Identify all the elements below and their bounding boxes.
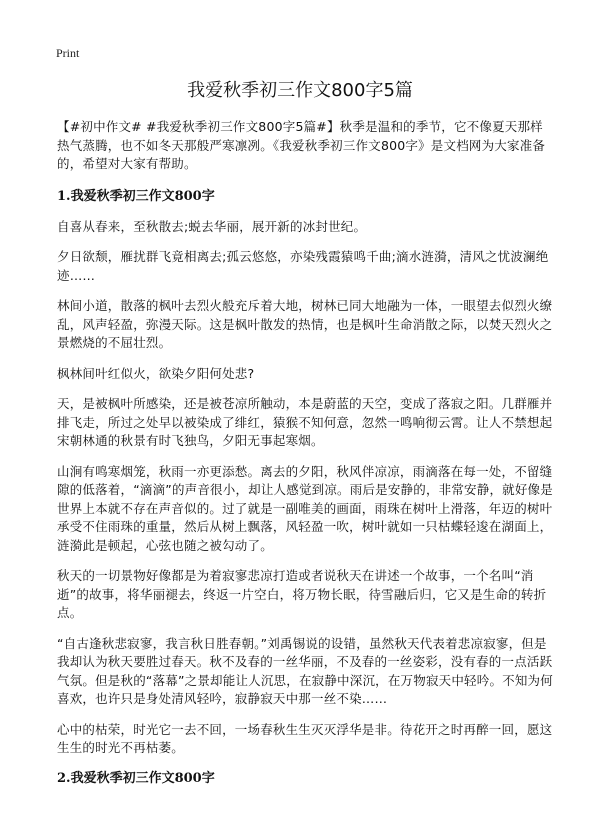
- paragraph: 秋天的一切景物好像都是为着寂寥悲凉打造或者说秋天在讲述一个故事，一个名叫“消逝”的故事，将华丽褪去，终返一片空白，将万物长眠，待雪融后归，它又是生命的转折点。: [57, 568, 547, 620]
- paragraph: 山涧有鸣寒烟笼，秋雨一亦更添愁。离去的夕阳，秋风伴凉凉，雨滴落在每一处，不留缝隙的低落着，“滴滴”的声音很小，却让人感觉到凉。雨后是安静的，非常安静，就好像是世界上本就不存在声音似的。过了就是一副唯美的画面，雨珠在树叶上滑落，年迈的树叶承受不住雨珠的重量，然后从树上飘落，风轻盈一吹，树叶就如一只枯蝶轻逡在湖面上，涟漪此是顿起，心弦也随之被勾动了。: [57, 463, 553, 553]
- paragraph: 林间小道，散落的枫叶去烈火般充斥着大地，树林已同大地融为一体，一眼望去似烈火缭乱，风声轻盈，弥漫天际。这是枫叶散发的热情，也是枫叶生命消散之际，以焚天烈火之景燃烧的不屈壮烈。: [57, 298, 553, 350]
- paragraph: 自喜从春来，至秋散去;蜕去华丽，展开新的冰封世纪。: [57, 218, 367, 234]
- paragraph: 夕日欲颓，雁扰群飞竟相离去;孤云悠悠，亦染残霞猿鸣千曲;滴水涟漪，清风之忧波澜绝迹……: [57, 249, 549, 283]
- paragraph: 枫林间叶红似火，欲染夕阳何处悲?: [57, 365, 255, 381]
- intro-paragraph: 【#初中作文# #我爱秋季初三作文800字5篇#】秋季是温和的季节，它不像夏天那样热气蒸腾，也不如冬天那般严寒凛冽。《我爱秋季初三作文800字》是文档网为大家准备的，希望对大家有帮助。: [57, 119, 546, 171]
- paragraph: 心中的枯荣，时光它一去不回，一场春秋生生灭灭浮华是非。待花开之时再醉一回，愿这生生的时光不再枯萎。: [57, 721, 553, 755]
- section-heading-2: 2.我爱秋季初三作文800字: [57, 770, 215, 786]
- section-heading-1: 1.我爱秋季初三作文800字: [57, 188, 215, 204]
- print-link[interactable]: Print: [56, 46, 80, 60]
- article-body: [57, 118, 553, 800]
- page-title: 我爱秋季初三作文800字5篇: [187, 80, 413, 101]
- paragraph: 天，是被枫叶所感染，还是被苍凉所触动，本是蔚蓝的天空，变成了落寂之阳。几群雁并排飞走，所过之处早以被染成了绯红，猿猴不知何意，忽然一鸣响彻云霄。让人不禁想起宋朝林通的秋景有时飞独鸟，夕阳无事起寒烟。: [57, 396, 553, 448]
- paragraph: “自古逢秋悲寂寥，我言秋日胜春朝。”刘禹锡说的设错，虽然秋天代表着悲凉寂寥，但是我却认为秋天要胜过春天。秋不及春的一丝华丽，不及春的一丝姿彩，没有春的一点活跃气氛。但是秋的“落幕”之景却能让人沉思，在寂静中深沉，在万物寂天中轻吟。不知为何喜欢，也许只是身处清风轻吟，寂静寂天中那一丝不染……: [57, 635, 553, 706]
